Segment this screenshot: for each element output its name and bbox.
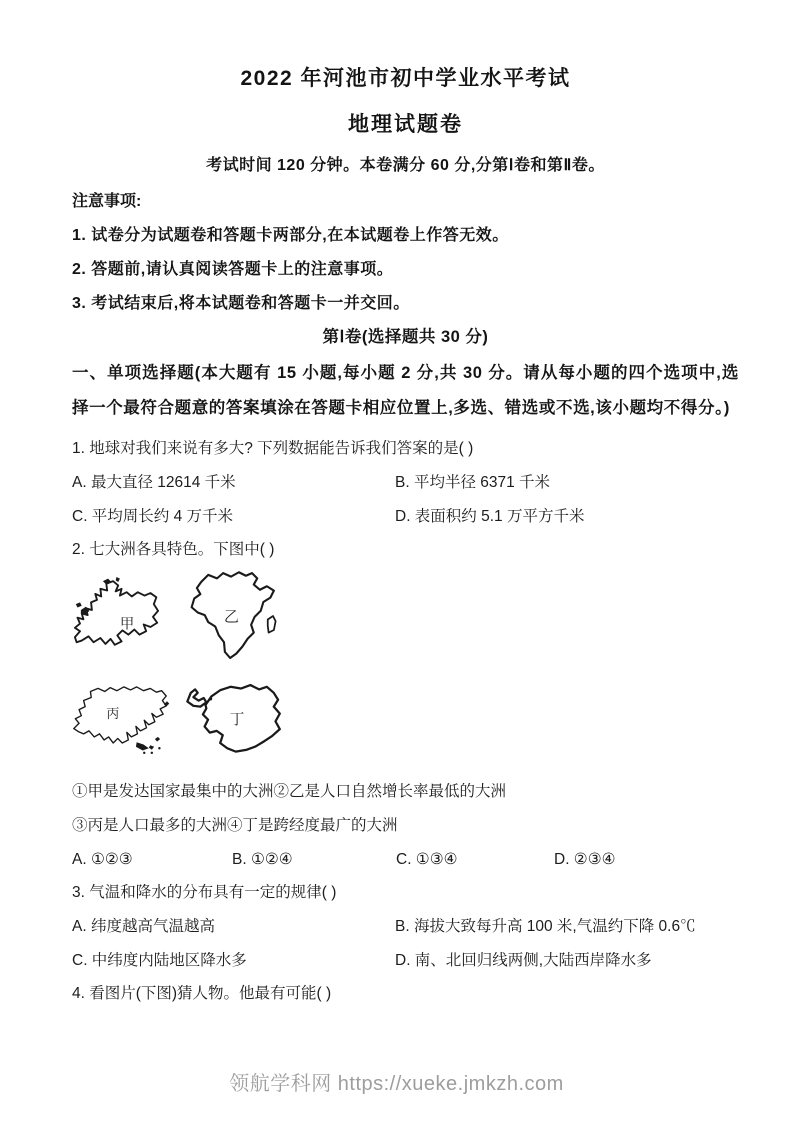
notice-item-1: 1. 试卷分为试题卷和答题卡两部分,在本试题卷上作答无效。: [72, 227, 509, 244]
question-1-options-row-1: [72, 473, 739, 493]
continent-ding-label: 丁: [229, 711, 245, 728]
q2-option-c: C. ①③④: [396, 851, 458, 868]
exam-title: 2022 年河池市初中学业水平考试: [240, 67, 571, 90]
notice-item-2: 2. 答题前,请认真阅读答题卡上的注意事项。: [72, 261, 394, 278]
question-4-text: 4. 看图片(下图)猜人物。他最有可能( ): [72, 985, 332, 1002]
question-2-options-row: [72, 850, 739, 870]
q3-option-c: C. 中纬度内陆地区降水多: [72, 952, 247, 969]
q1-option-d: D. 表面积约 5.1 万平方千米: [395, 508, 585, 525]
continent-bing-label: 丙: [106, 705, 120, 721]
question-3-text: 3. 气温和降水的分布具有一定的规律( ): [72, 884, 337, 901]
q2-statement-2: ③丙是人口最多的大洲④丁是跨经度最广的大洲: [72, 817, 398, 834]
section1-intro-line1: 一、单项选择题(本大题有 15 小题,每小题 2 分,共 30 分。请从每小题的四个选项中,选: [72, 364, 739, 382]
continent-jia-europe-map-icon: [69, 576, 164, 661]
exam-subtitle: 地理试题卷: [348, 113, 463, 136]
continent-yi-label: 乙: [224, 609, 239, 626]
question-1-text: 1. 地球对我们来说有多大? 下列数据能告诉我们答案的是( ): [72, 440, 474, 457]
site-watermark: 领航学科网 https://xueke.jmkzh.com: [229, 1073, 564, 1095]
notice-heading: 注意事项:: [72, 193, 142, 210]
q1-option-a: A. 最大直径 12614 千米: [72, 474, 236, 491]
question-2-text: 2. 七大洲各具特色。下图中( ): [72, 541, 275, 558]
section1-heading: 第Ⅰ卷(选择题共 30 分): [322, 328, 489, 346]
q2-statement-1: ①甲是发达国家最集中的大洲②乙是人口自然增长率最低的大洲: [72, 783, 507, 800]
question-3-options-row-1: [72, 917, 739, 937]
q3-option-d: D. 南、北回归线两侧,大陆西岸降水多: [395, 952, 652, 969]
q3-option-b: B. 海拔大致每升高 100 米,气温约下降 0.6℃: [395, 918, 696, 935]
q2-option-d: D. ②③④: [554, 851, 616, 868]
q2-continent-figure: [65, 566, 315, 769]
q2-option-b: B. ①②④: [232, 851, 293, 868]
continent-jia-label: 甲: [119, 616, 135, 633]
q1-option-c: C. 平均周长约 4 万千米: [72, 508, 234, 525]
exam-info-line: 考试时间 120 分钟。本卷满分 60 分,分第Ⅰ卷和第Ⅱ卷。: [206, 157, 605, 174]
question-1-options-row-2: [72, 507, 739, 527]
continent-bing-asia-map-icon: [70, 676, 170, 766]
notice-item-3: 3. 考试结束后,将本试题卷和答题卡一并交回。: [72, 295, 410, 312]
q2-option-a: A. ①②③: [72, 851, 133, 868]
q1-option-b: B. 平均半径 6371 千米: [395, 474, 551, 491]
continent-ding-antarctica-map-icon: [183, 678, 285, 763]
q3-option-a: A. 纬度越高气温越高: [72, 918, 215, 935]
question-3-options-row-2: [72, 951, 739, 971]
continent-yi-africa-map-icon: [175, 566, 287, 666]
section1-intro-line2: 择一个最符合题意的答案填涂在答题卡相应位置上,多选、错选或不选,该小题均不得分。): [72, 399, 731, 417]
